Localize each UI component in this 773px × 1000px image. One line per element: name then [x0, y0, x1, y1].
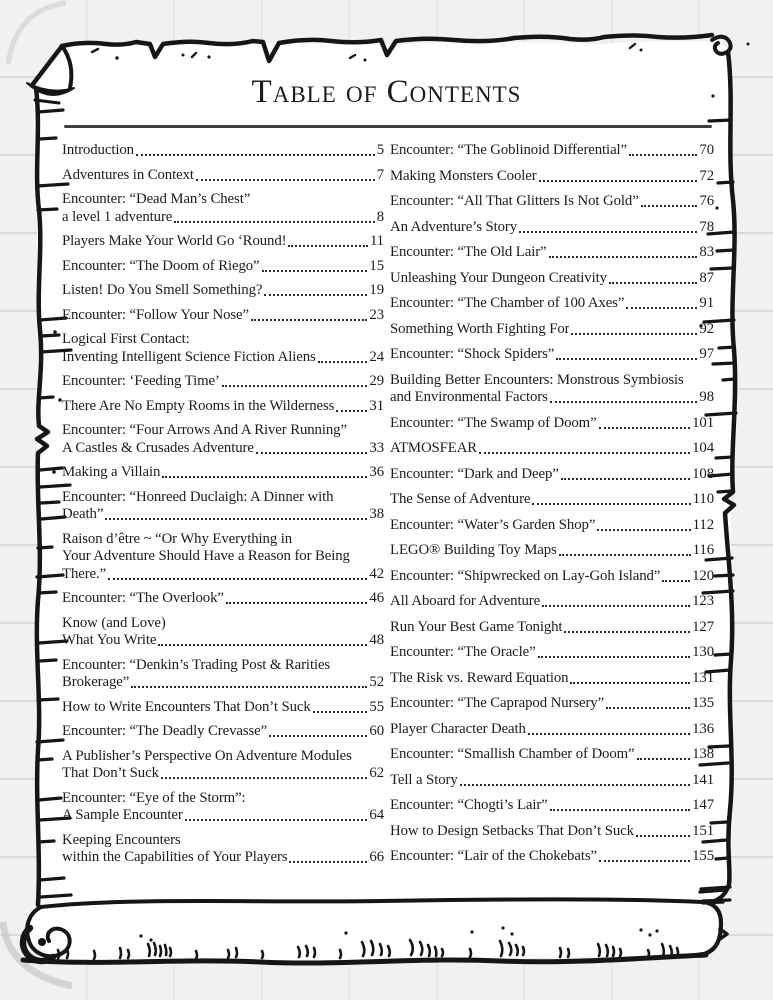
toc-entry — [62, 832, 384, 867]
toc-entry-last-line — [390, 440, 714, 458]
toc-entry-title: Encounter: “Lair of the Chokebats” — [390, 848, 597, 864]
toc-entry — [62, 657, 384, 692]
toc-entry-title: Encounter: “Shipwrecked on Lay-Goh Island” — [390, 567, 661, 584]
toc-entry — [390, 746, 714, 764]
toc-column-left — [62, 142, 384, 874]
toc-page-number: 104 — [692, 440, 714, 456]
toc-entry-last-line — [390, 321, 714, 339]
toc-entry-title: There.” — [62, 565, 107, 582]
toc-entry-title: Something Worth Fighting For — [390, 320, 570, 337]
toc-page-number: 130 — [692, 644, 714, 660]
toc-page-number: 98 — [699, 389, 714, 405]
toc-entry — [62, 590, 384, 608]
toc-entry-last-line — [390, 270, 714, 288]
toc-page-number: 7 — [376, 166, 384, 183]
toc-page-number: 48 — [369, 632, 384, 648]
toc-page-number: 33 — [369, 439, 384, 456]
toc-entry-line: Encounter: “Honreed Duclaigh: A Dinner with — [62, 488, 334, 505]
toc-page-number: 141 — [692, 771, 714, 788]
dot-leader — [269, 735, 367, 737]
toc-entry-title: Listen! Do You Smell Something? — [62, 282, 263, 298]
toc-entry — [62, 748, 384, 783]
toc-page-number: 60 — [369, 723, 384, 739]
toc-page-number: 108 — [692, 465, 714, 482]
toc-entry-title: and Environmental Factors — [390, 389, 548, 405]
dot-leader — [561, 478, 690, 480]
toc-page-number: 131 — [692, 669, 714, 686]
toc-page-number: 78 — [699, 218, 714, 235]
toc-entry-last-line — [62, 590, 384, 608]
toc-entry-last-line — [390, 746, 714, 764]
toc-entry-title: Encounter: “The Deadly Crevasse” — [62, 723, 268, 739]
toc-entry-title: Encounter: “The Oracle” — [390, 644, 536, 660]
toc-entry-title: Introduction — [62, 142, 134, 158]
dot-leader — [597, 529, 690, 531]
dot-leader — [262, 270, 368, 272]
toc-entry-last-line — [62, 142, 384, 160]
toc-entry-title: Encounter: “Shock Spiders” — [390, 346, 555, 362]
toc-page-number: 29 — [369, 373, 384, 389]
toc-entry-last-line — [62, 373, 384, 391]
toc-entry-title: Encounter: “Dark and Deep” — [390, 465, 559, 482]
toc-entry-title: Inventing Intelligent Science Fiction Aliens — [62, 348, 316, 365]
toc-entry-last-line — [390, 797, 714, 815]
dot-leader — [336, 410, 367, 412]
toc-entry-title: Encounter: “The Doom of Riego” — [62, 257, 260, 274]
toc-page-number: 110 — [692, 491, 714, 507]
toc-page-number: 147 — [692, 797, 714, 813]
toc-page-number: 46 — [369, 590, 384, 606]
toc-entry-title: An Adventure’s Story — [390, 218, 518, 235]
dot-leader — [637, 758, 691, 760]
toc-entry — [390, 466, 714, 484]
dot-leader — [251, 319, 367, 321]
toc-page-number: 72 — [699, 167, 714, 184]
dot-leader — [549, 256, 698, 258]
dot-leader — [550, 401, 698, 403]
toc-entry-title: The Sense of Adventure — [390, 491, 531, 507]
toc-entry — [390, 372, 714, 407]
toc-entry-line: Encounter: “Dead Man’s Chest” — [62, 191, 251, 207]
toc-entry-last-line — [390, 568, 714, 586]
toc-page-number: 123 — [692, 593, 714, 609]
toc-entry — [390, 823, 714, 841]
dot-leader — [196, 179, 375, 181]
toc-entry-last-line — [62, 765, 384, 783]
toc-entry — [62, 167, 384, 185]
toc-entry-last-line — [390, 466, 714, 484]
dot-leader — [559, 554, 691, 556]
toc-entry-title: That Don’t Suck — [62, 765, 159, 781]
toc-entry — [62, 258, 384, 276]
toc-entry-title: LEGO® Building Toy Maps — [390, 542, 557, 558]
toc-entry-last-line — [62, 566, 384, 584]
toc-entry — [62, 307, 384, 325]
toc-entry — [390, 848, 714, 866]
toc-entry-line: Know (and Love) — [62, 614, 166, 631]
dot-leader — [550, 809, 690, 811]
toc-page-number: 87 — [699, 269, 714, 286]
toc-entry-title: How to Design Setbacks That Don’t Suck — [390, 822, 634, 839]
toc-entry — [62, 233, 384, 251]
toc-page-number: 116 — [692, 542, 714, 558]
toc-entry-line: Keeping Encounters — [62, 831, 181, 848]
toc-entry — [390, 517, 714, 535]
toc-entry — [62, 142, 384, 160]
dot-leader — [479, 452, 690, 454]
toc-entry — [390, 593, 714, 611]
toc-entry-last-line — [390, 168, 714, 186]
toc-entry — [390, 644, 714, 662]
toc-entry — [62, 373, 384, 391]
dot-leader — [289, 861, 367, 863]
toc-entry — [62, 723, 384, 741]
toc-entry-title: Run Your Best Game Tonight — [390, 618, 563, 635]
toc-column-right — [390, 142, 714, 874]
toc-entry-title: Encounter: “The Overlook” — [62, 590, 224, 606]
toc-entry-last-line — [390, 848, 714, 866]
dot-leader — [571, 333, 697, 335]
toc-page-number: 11 — [369, 233, 384, 249]
toc-entry-last-line — [62, 282, 384, 300]
toc-entry — [390, 440, 714, 458]
dot-leader — [460, 784, 690, 786]
toc-page-number: 76 — [699, 193, 714, 209]
toc-page-number: 52 — [369, 674, 384, 690]
dot-leader — [222, 385, 368, 387]
toc-entry-last-line — [62, 632, 384, 650]
dot-leader — [532, 503, 690, 505]
toc-entry — [390, 619, 714, 637]
dot-leader — [318, 361, 368, 363]
toc-entry — [62, 489, 384, 524]
toc-entry — [390, 244, 714, 262]
toc-body — [62, 142, 714, 874]
toc-entry-title: There Are No Empty Rooms in the Wilderness — [62, 397, 335, 414]
toc-entry-last-line — [390, 670, 714, 688]
toc-entry-title: Tell a Story — [390, 771, 458, 788]
toc-entry — [390, 797, 714, 815]
toc-entry-last-line — [62, 849, 384, 867]
toc-page-number: 91 — [699, 295, 714, 311]
toc-page-number: 155 — [692, 848, 714, 864]
toc-entry-title: How to Write Encounters That Don’t Suck — [62, 698, 311, 715]
toc-entry-title: Encounter: “The Caprapod Nursery” — [390, 695, 605, 711]
toc-entry-line: Encounter: “Denkin’s Trading Post & Rarities — [62, 656, 331, 673]
toc-entry-title: Death” — [62, 506, 104, 522]
dot-leader — [105, 518, 367, 520]
toc-page-number: 38 — [369, 506, 384, 522]
toc-entry-last-line — [390, 415, 714, 433]
toc-entry — [62, 422, 384, 457]
toc-page-number: 127 — [692, 618, 714, 635]
toc-entry-last-line — [390, 346, 714, 364]
dot-leader — [131, 686, 367, 688]
toc-entry — [390, 568, 714, 586]
dot-leader — [108, 578, 367, 580]
dot-leader — [570, 682, 690, 684]
toc-entry — [62, 282, 384, 300]
toc-entry-title: a level 1 adventure — [62, 208, 173, 225]
toc-page-number: 36 — [369, 464, 384, 480]
toc-entry-last-line — [62, 307, 384, 325]
dot-leader — [629, 154, 697, 156]
toc-page-number: 62 — [369, 765, 384, 781]
toc-entry — [62, 398, 384, 416]
toc-entry-last-line — [390, 295, 714, 313]
toc-page-number: 23 — [369, 306, 384, 323]
toc-page-number: 83 — [699, 244, 714, 260]
toc-entry-last-line — [390, 491, 714, 509]
toc-entry — [390, 491, 714, 509]
toc-entry — [390, 142, 714, 160]
toc-page-number: 138 — [692, 746, 714, 762]
toc-entry-title: Encounter: “The Chamber of 100 Axes” — [390, 295, 625, 311]
toc-page-number: 15 — [369, 257, 384, 274]
dot-leader — [226, 602, 368, 604]
toc-entry-last-line — [62, 723, 384, 741]
toc-entry-last-line — [390, 219, 714, 237]
toc-entry — [390, 270, 714, 288]
dot-leader — [556, 358, 697, 360]
toc-entry — [62, 531, 384, 584]
toc-entry-title: Encounter: “The Swamp of Doom” — [390, 414, 597, 431]
toc-entry-title: All Aboard for Adventure — [390, 593, 541, 609]
toc-entry-last-line — [390, 772, 714, 790]
toc-page-number: 64 — [369, 807, 384, 823]
toc-entry-last-line — [390, 193, 714, 211]
toc-entry-last-line — [390, 644, 714, 662]
toc-entry-line: Raison d’être ~ “Or Why Everything in — [62, 530, 293, 547]
toc-page-number: 66 — [369, 849, 384, 865]
dot-leader — [626, 307, 697, 309]
dot-leader — [542, 605, 690, 607]
title-divider — [64, 125, 712, 128]
page-title: Table of Contents — [251, 74, 522, 110]
toc-entry-last-line — [390, 142, 714, 160]
toc-entry — [62, 615, 384, 650]
toc-entry-last-line — [62, 258, 384, 276]
toc-entry — [390, 346, 714, 364]
toc-entry-title: The Risk vs. Reward Equation — [390, 669, 569, 686]
toc-entry-last-line — [390, 517, 714, 535]
toc-page-number: 70 — [699, 142, 714, 158]
toc-entry — [390, 168, 714, 186]
toc-page-number: 92 — [699, 320, 714, 337]
toc-entry — [390, 219, 714, 237]
toc-page-number: 24 — [369, 348, 384, 365]
dot-leader — [185, 819, 368, 821]
toc-entry — [62, 464, 384, 482]
dot-leader — [636, 835, 690, 837]
toc-page-number: 151 — [692, 822, 714, 839]
dot-leader — [174, 221, 374, 223]
toc-entry — [390, 542, 714, 560]
toc-entry-last-line — [62, 699, 384, 717]
toc-entry-last-line — [390, 593, 714, 611]
toc-entry-title: A Castles & Crusades Adventure — [62, 439, 254, 456]
dot-leader — [609, 282, 697, 284]
dot-leader — [641, 205, 698, 207]
toc-entry-line: A Publisher’s Perspective On Adventure Modules — [62, 747, 352, 764]
toc-entry-last-line — [62, 506, 384, 524]
toc-entry-line: Encounter: “Eye of the Storm”: — [62, 789, 246, 806]
toc-entry-last-line — [62, 233, 384, 251]
dot-leader — [162, 476, 367, 478]
toc-entry-last-line — [62, 440, 384, 458]
toc-entry — [390, 772, 714, 790]
toc-entry-title: Players Make Your World Go ‘Round! — [62, 233, 287, 249]
dot-leader — [662, 580, 690, 582]
toc-entry-last-line — [62, 674, 384, 692]
toc-entry-line: Your Adventure Should Have a Reason for Being — [62, 548, 350, 564]
toc-entry-title: Encounter: “Follow Your Nose” — [62, 306, 249, 323]
toc-entry — [62, 790, 384, 825]
toc-entry-title: Encounter: “The Goblinoid Differential” — [390, 142, 628, 158]
toc-entry-title: What You Write — [62, 632, 157, 648]
toc-page-number: 5 — [376, 142, 384, 158]
toc-entry-title: Making Monsters Cooler — [390, 167, 537, 184]
toc-page-number: 42 — [369, 565, 384, 582]
toc-entry-title: Encounter: “Water’s Garden Shop” — [390, 516, 596, 533]
toc-entry-last-line — [390, 389, 714, 407]
dot-leader — [599, 860, 690, 862]
toc-entry — [390, 415, 714, 433]
toc-page-number: 97 — [699, 346, 714, 362]
toc-entry-last-line — [390, 823, 714, 841]
toc-entry — [62, 331, 384, 366]
toc-entry-title: Making a Villain — [62, 464, 161, 480]
toc-entry-title: Adventures in Context — [62, 166, 194, 183]
dot-leader — [158, 644, 367, 646]
toc-entry-line: Encounter: “Four Arrows And A River Running” — [62, 422, 347, 438]
toc-entry — [390, 193, 714, 211]
toc-page-number: 120 — [692, 567, 714, 584]
toc-page-number: 112 — [692, 516, 714, 533]
toc-entry-last-line — [390, 721, 714, 739]
toc-entry-title: Encounter: ‘Feeding Time’ — [62, 373, 220, 389]
toc-entry-last-line — [390, 244, 714, 262]
toc-entry-last-line — [62, 398, 384, 416]
toc-page-number: 136 — [692, 720, 714, 737]
dot-leader — [256, 452, 368, 454]
dot-leader — [539, 180, 698, 182]
dot-leader — [564, 631, 690, 633]
toc-entry-title: Encounter: “The Old Lair” — [390, 244, 547, 260]
toc-entry — [390, 295, 714, 313]
dot-leader — [313, 711, 368, 713]
toc-entry-last-line — [62, 807, 384, 825]
toc-entry-last-line — [62, 167, 384, 185]
toc-entry-last-line — [390, 619, 714, 637]
toc-entry-line: Logical First Contact: — [62, 331, 190, 347]
toc-entry — [390, 321, 714, 339]
toc-entry — [390, 695, 714, 713]
dot-leader — [161, 777, 368, 779]
toc-entry-title: Encounter: “Chogti’s Lair” — [390, 797, 548, 813]
toc-entry-title: Encounter: “Smallish Chamber of Doom” — [390, 746, 635, 762]
toc-entry — [62, 191, 384, 226]
toc-entry — [390, 721, 714, 739]
toc-entry-title: Unleashing Your Dungeon Creativity — [390, 269, 607, 286]
toc-entry — [62, 699, 384, 717]
dot-leader — [264, 294, 367, 296]
toc-page-number: 135 — [692, 695, 714, 711]
dot-leader — [136, 154, 375, 156]
toc-entry-last-line — [62, 464, 384, 482]
toc-entry — [390, 670, 714, 688]
toc-entry-title: Brokerage” — [62, 674, 130, 690]
toc-entry-title: Player Character Death — [390, 720, 526, 737]
toc-page-number: 19 — [369, 282, 384, 298]
toc-entry-title: Encounter: “All That Glitters Is Not Gold” — [390, 193, 639, 209]
dot-leader — [606, 707, 690, 709]
toc-page-number: 101 — [692, 414, 714, 431]
toc-entry-last-line — [62, 209, 384, 227]
toc-entry-last-line — [62, 349, 384, 367]
toc-entry-last-line — [390, 695, 714, 713]
toc-page-number: 8 — [376, 208, 384, 225]
toc-page-number: 55 — [369, 698, 384, 715]
toc-entry-title: ATMOSFEAR — [390, 440, 478, 456]
toc-entry-line: Building Better Encounters: Monstrous Symbiosis — [390, 371, 684, 388]
dot-leader — [528, 733, 690, 735]
dot-leader — [519, 231, 697, 233]
dot-leader — [538, 656, 691, 658]
toc-page-number: 31 — [369, 397, 384, 414]
toc-entry-last-line — [390, 542, 714, 560]
dot-leader — [288, 245, 367, 247]
dot-leader — [599, 427, 691, 429]
toc-entry-title: within the Capabilities of Your Players — [62, 849, 288, 865]
toc-entry-title: A Sample Encounter — [62, 807, 183, 823]
